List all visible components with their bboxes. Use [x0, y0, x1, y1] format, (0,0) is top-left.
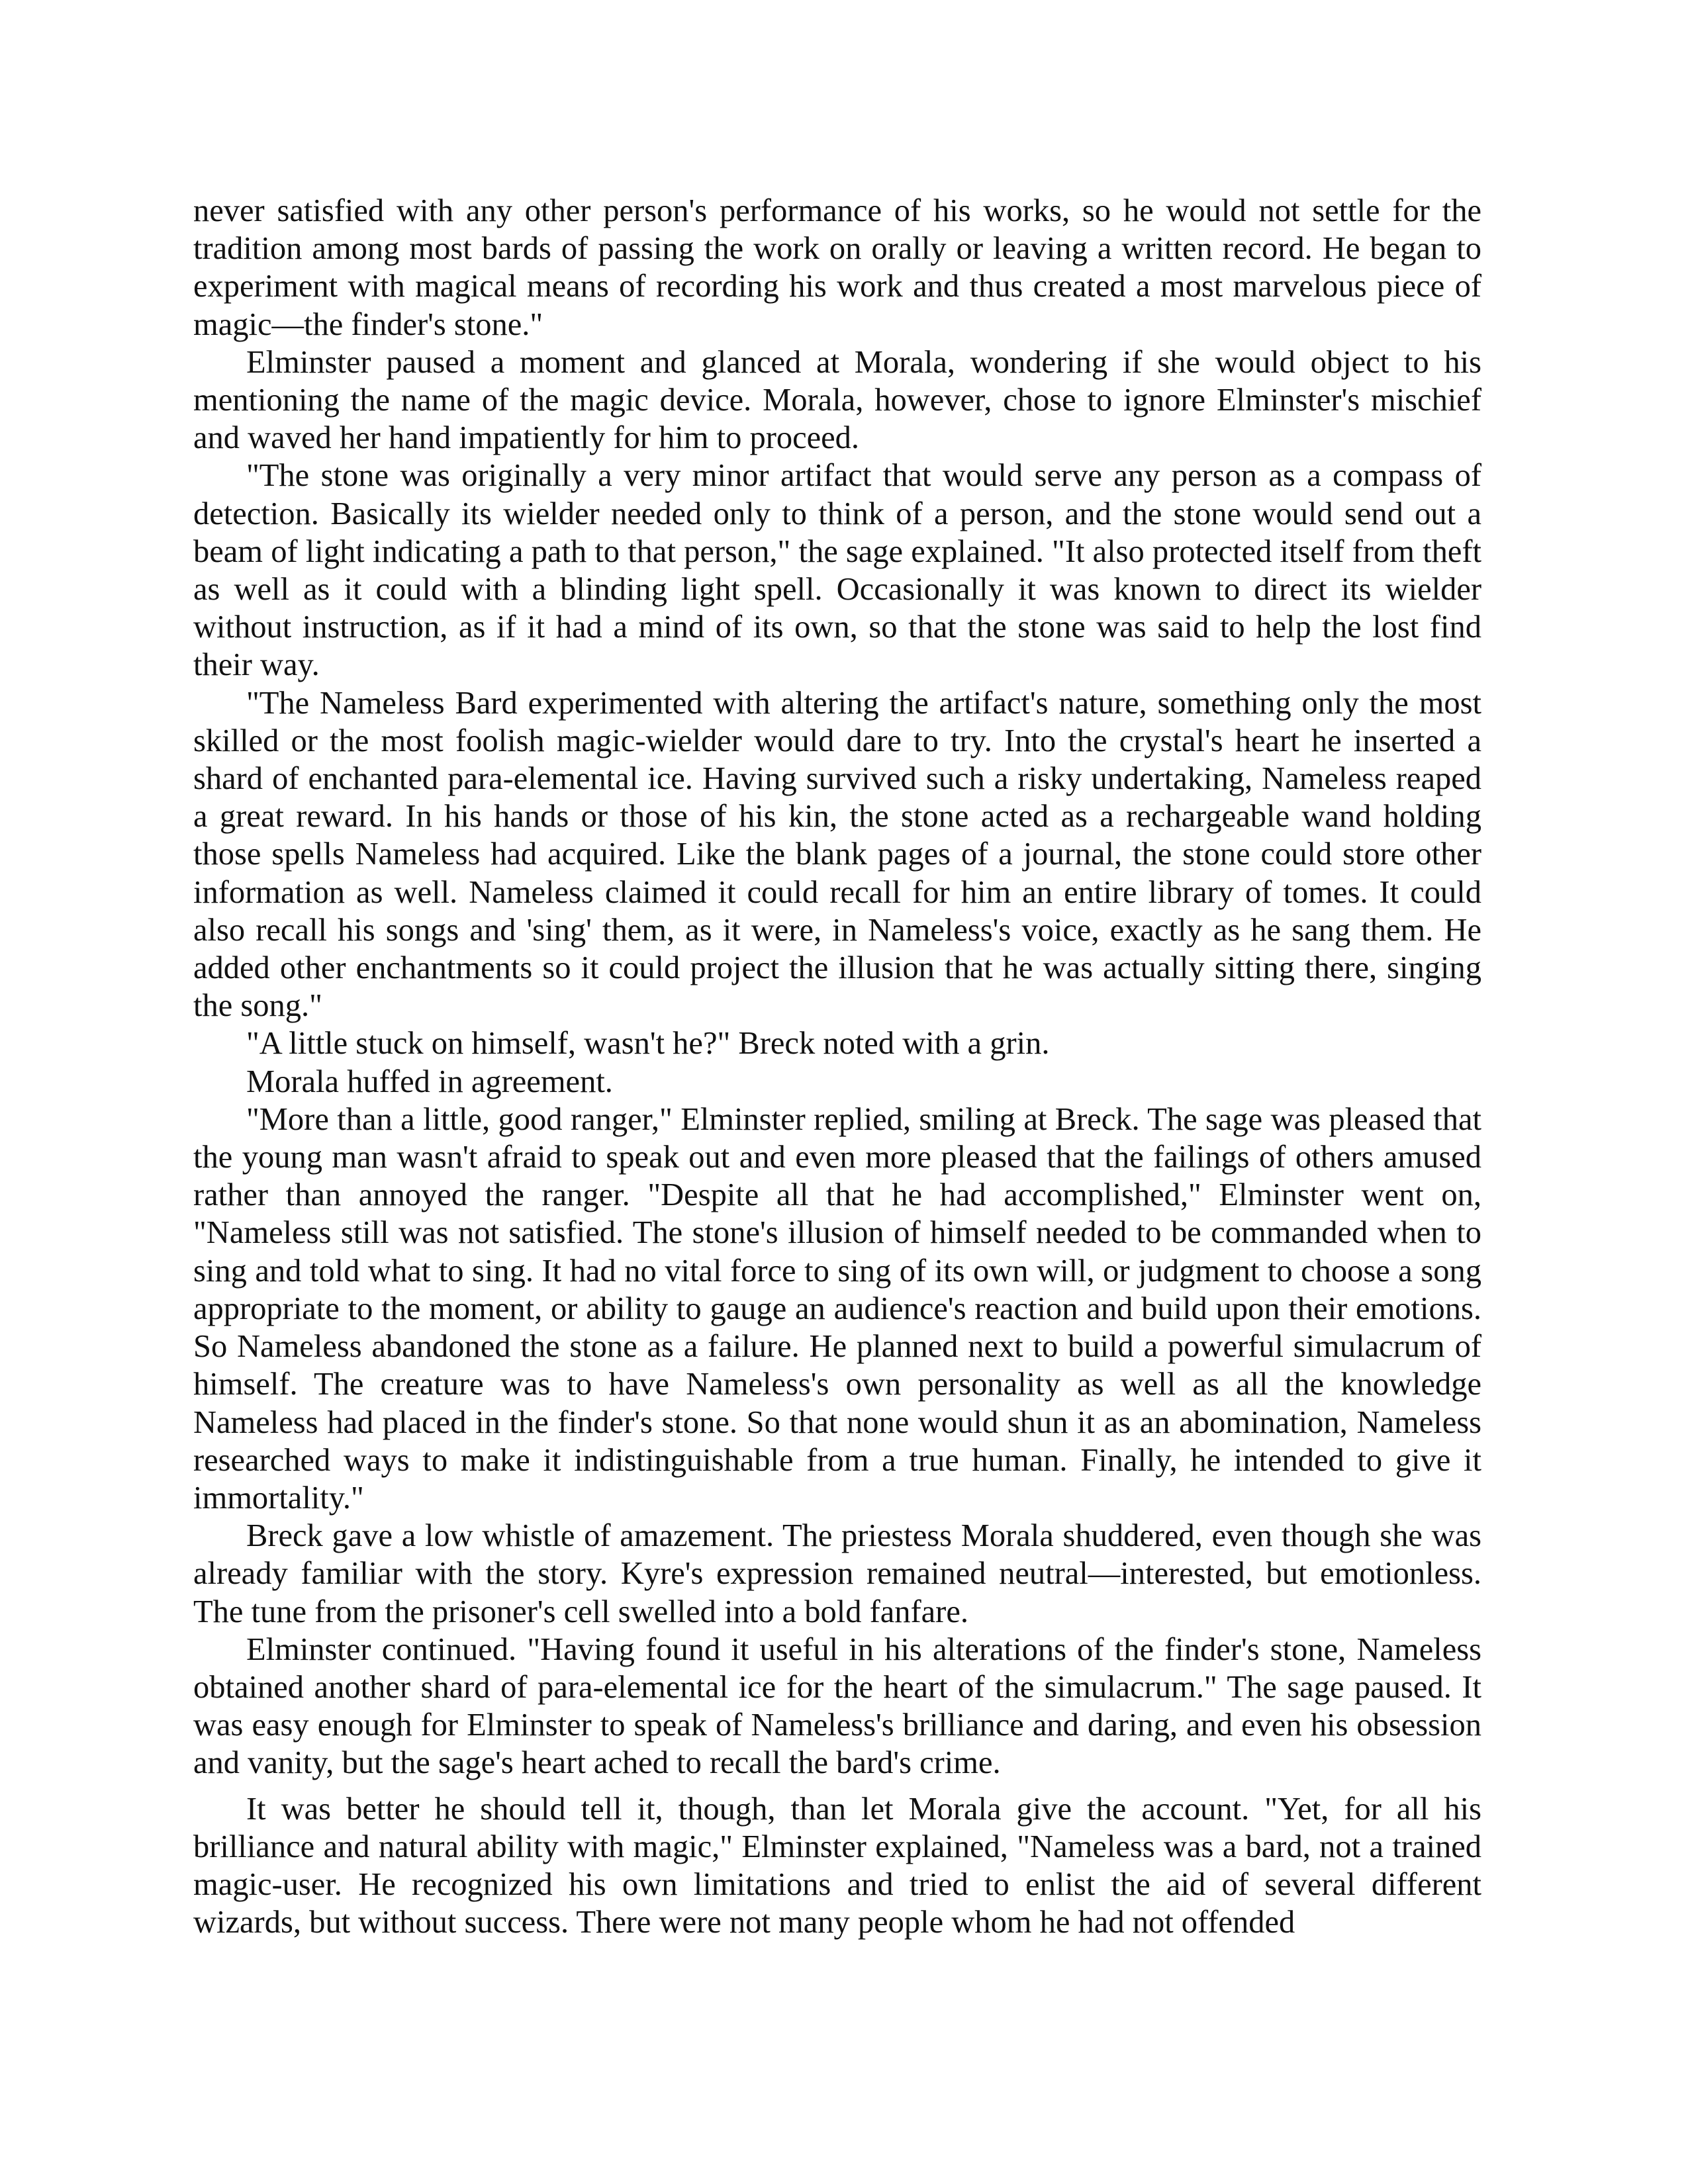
paragraph-7: "More than a little, good ranger," Elminster replied, smiling at Breck. The sage was pleased that the young man wasn't afraid to speak out and even more pleased that the failings of others amused rather than annoyed the ranger. "Despite all that he had accomplished," Elminster went on, "Nameless still was not satisfied. The stone's illusion of himself needed to be commanded when to sing and told what to sing. It had no vital force to sing of its own will, or judgment to choose a song appropriate to the moment, or ability to gauge an audience's reaction and build upon their emotions. So Nameless abandoned the stone as a failure. He planned next to build a powerful simulacrum of himself. The creature was to have Nameless's own personality as well as all the knowledge Nameless had placed in the finder's stone. So that none would shun it as an abomination, Nameless researched ways to make it indistinguishable from a true human. Finally, he intended to give it immortality." — [193, 1101, 1481, 1516]
page-body — [193, 192, 1481, 1941]
paragraph-2: Elminster paused a moment and glanced at Morala, wondering if she would object to his mentioning the name of the magic device. Morala, however, chose to ignore Elminster's mischief and waved her hand impatiently for him to proceed. — [193, 344, 1481, 456]
paragraph-10: It was better he should tell it, though, than let Morala give the account. "Yet, for all his brilliance and natural ability with magic," Elminster explained, "Nameless was a bard, not a trained magic-user. He recognized his own limitations and tried to enlist the aid of several different wizards, but without success. There were not many people whom he had not offended — [193, 1791, 1481, 1940]
paragraph-8: Breck gave a low whistle of amazement. The priestess Morala shuddered, even though she was already familiar with the story. Kyre's expression remained neutral—interested, but emotionless. The tune from the prisoner's cell swelled into a bold fanfare. — [193, 1518, 1481, 1629]
paragraph-3: "The stone was originally a very minor artifact that would serve any person as a compass of detection. Basically its wielder needed only to think of a person, and the stone would send out a beam of light indicating a path to that person," the sage explained. "It also protected itself from theft as well as it could with a blinding light spell. Occasionally it was known to direct its wielder without instruction, as if it had a mind of its own, so that the stone was said to help the lost find their way. — [193, 458, 1481, 683]
paragraph-9: Elminster continued. "Having found it useful in his alterations of the finder's stone, Nameless obtained another shard of para-elemental ice for the heart of the simulacrum." The sage paused. It was easy enough for Elminster to speak of Nameless's brilliance and daring, and even his obsession and vanity, but the sage's heart ached to recall the bard's crime. — [193, 1631, 1481, 1781]
paragraph-1: never satisfied with any other person's performance of his works, so he would not settle for the tradition among most bards of passing the work on orally or leaving a written record. He began to experiment with magical means of recording his work and thus created a most marvelous piece of magic—the finder's stone." — [193, 193, 1481, 342]
paragraph-6: Morala huffed in agreement. — [246, 1064, 613, 1099]
paragraph-5: "A little stuck on himself, wasn't he?" Breck noted with a grin. — [246, 1026, 1050, 1062]
paragraph-4: "The Nameless Bard experimented with altering the artifact's nature, something only the most skilled or the most foolish magic-wielder would dare to try. Into the crystal's heart he inserted a shard of enchanted para-elemental ice. Having survived such a risky undertaking, Nameless reaped a great reward. In his hands or those of his kin, the stone acted as a rechargeable wand holding those spells Nameless had acquired. Like the blank pages of a journal, the stone could store other information as well. Nameless claimed it could recall for him an entire library of tomes. It could also recall his songs and 'sing' them, as it were, in Nameless's voice, exactly as he sang them. He added other enchantments so it could project the illusion that he was actually sitting there, singing the song." — [193, 685, 1481, 1024]
